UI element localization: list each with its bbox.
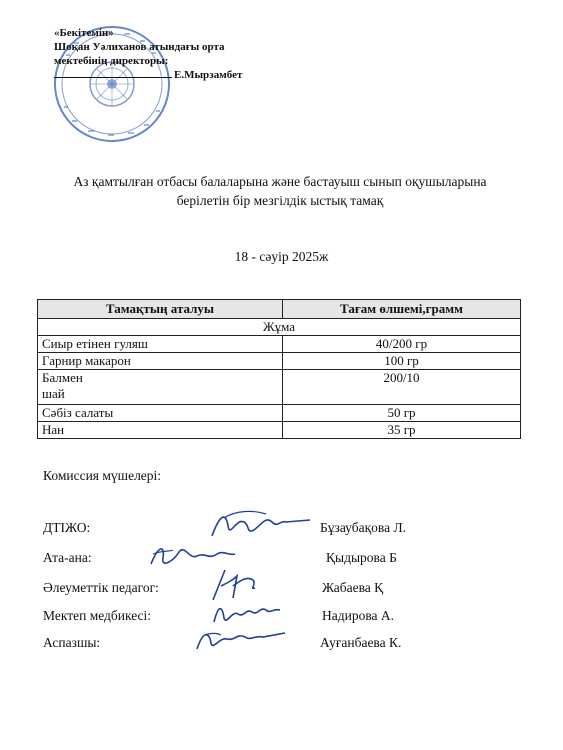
- approval-block: [54, 26, 242, 82]
- approval-signer: Е.Мырзамбет: [174, 69, 243, 81]
- approval-position: мектебінің директоры:: [54, 55, 169, 67]
- member-role: Әлеуметтік педагог:: [43, 580, 159, 595]
- table-header-row: [38, 300, 521, 319]
- member-role: Ата-ана:: [43, 550, 92, 565]
- commission-heading: Комиссия мүшелері:: [43, 468, 162, 483]
- member-name: Бұзаубақова Л.: [320, 520, 406, 535]
- member-name: Жабаева Қ: [322, 580, 384, 595]
- approval-school: Шоқан Уәлиханов атындағы орта: [54, 41, 225, 53]
- commission-member: [43, 635, 513, 655]
- table-day-row: [38, 319, 521, 336]
- dish-name: [38, 370, 283, 405]
- member-name: Қыдырова Б: [326, 550, 397, 565]
- dish-amount: 40/200 гр: [283, 336, 521, 353]
- signature-underline: [54, 77, 172, 78]
- header-dish-name: Тамақтың аталуы: [38, 300, 283, 319]
- handwritten-signature: [206, 508, 316, 542]
- table-row: [38, 336, 521, 353]
- table-row: [38, 353, 521, 370]
- commission-member: [43, 580, 513, 600]
- document-date: 18 - сәуір 2025ж: [234, 249, 329, 264]
- header-portion: Тағам өлшемі,грамм: [283, 300, 521, 319]
- handwritten-signature: [191, 625, 291, 655]
- member-role: ДТІЖО:: [43, 520, 91, 535]
- table-row: [38, 370, 521, 405]
- document-title: [40, 172, 520, 210]
- dish-name: Сиыр етінен гуляш: [38, 336, 283, 353]
- dish-name: Нан: [38, 422, 283, 439]
- dish-amount: 100 гр: [283, 353, 521, 370]
- menu-table: [37, 299, 521, 439]
- dish-name: Гарнир макарон: [38, 353, 283, 370]
- day-label: Жұма: [38, 319, 521, 336]
- member-role: Мектеп медбикесі:: [43, 608, 152, 623]
- table-row: [38, 405, 521, 422]
- member-name: Надирова А.: [322, 608, 395, 623]
- member-name: Ауғанбаева К.: [320, 635, 402, 650]
- dish-amount: 50 гр: [283, 405, 521, 422]
- dish-name: Сәбіз салаты: [38, 405, 283, 422]
- title-line-1: Аз қамтылған отбасы балаларына және бастауыш сынып оқушыларына: [73, 174, 487, 189]
- dish-name-line-2: шай: [42, 386, 65, 401]
- approval-signature-line: [54, 68, 242, 82]
- approval-heading: «Бекітемін»: [54, 27, 114, 39]
- table-row: [38, 422, 521, 439]
- dish-amount: 35 гр: [283, 422, 521, 439]
- commission-member: [43, 520, 513, 540]
- dish-amount: 200/10: [283, 370, 521, 405]
- dish-name-line-1: Балмен: [42, 370, 83, 385]
- member-role: Аспазшы:: [43, 635, 101, 650]
- title-line-2: берілетін бір мезгілдік ыстық тамақ: [176, 193, 384, 208]
